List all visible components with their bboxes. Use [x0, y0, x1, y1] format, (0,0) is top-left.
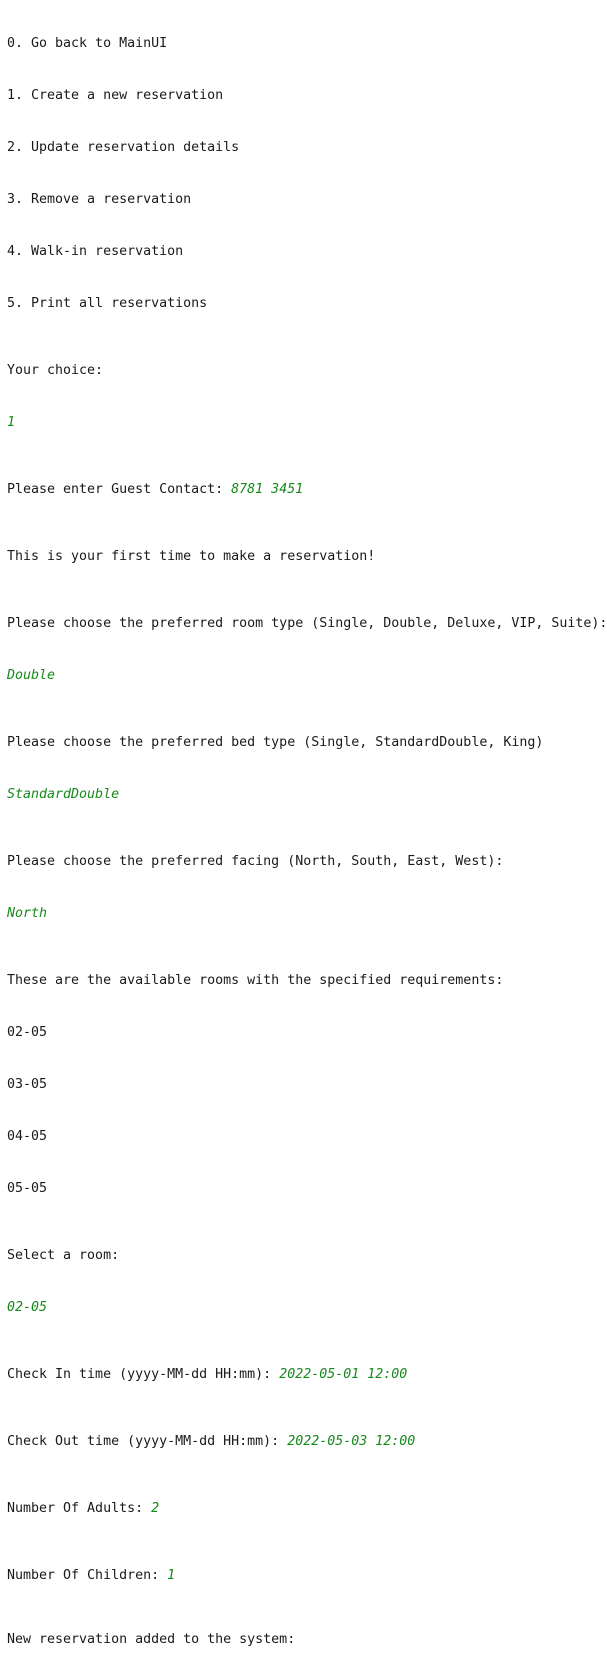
contact-input[interactable]: 8781 3451: [231, 482, 304, 497]
facing-prompt: Please choose the preferred facing (North, South, East, West):: [7, 854, 504, 869]
select-room-input[interactable]: 02-05: [7, 1300, 48, 1315]
checkout-prompt: Check Out time (yyyy-MM-dd HH:mm):: [7, 1434, 288, 1449]
checkin-prompt: Check In time (yyyy-MM-dd HH:mm):: [7, 1367, 280, 1382]
choice-prompt: Your choice:: [7, 363, 104, 378]
children-prompt: Number Of Children:: [7, 1568, 168, 1583]
menu-option-1: 1. Create a new reservation: [7, 88, 224, 103]
children-input[interactable]: 1: [167, 1568, 176, 1583]
select-room-prompt: Select a room:: [7, 1248, 120, 1263]
checkout-line: [7, 1431, 604, 1453]
checkout-input[interactable]: 2022-05-03 12:00: [287, 1434, 416, 1449]
checkin-line: [7, 1364, 604, 1386]
children-line: [7, 1565, 604, 1587]
bed-type-input[interactable]: StandardDouble: [7, 787, 120, 802]
menu-option-3: 3. Remove a reservation: [7, 192, 192, 207]
room-option: 02-05: [7, 1025, 48, 1040]
room-option: 05-05: [7, 1181, 48, 1196]
facing-input[interactable]: North: [7, 906, 48, 921]
adults-line: [7, 1498, 604, 1520]
menu-option-0: 0. Go back to MainUI: [7, 36, 168, 51]
menu-option-4: 4. Walk-in reservation: [7, 244, 184, 259]
bed-type-prompt: Please choose the preferred bed type (Single, StandardDouble, King): [7, 735, 544, 750]
adults-input[interactable]: 2: [151, 1501, 160, 1516]
room-option: 03-05: [7, 1077, 48, 1092]
checkin-input[interactable]: 2022-05-01 12:00: [279, 1367, 408, 1382]
console-output: [7, 3, 607, 1666]
room-type-prompt: Please choose the preferred room type (Single, Double, Deluxe, VIP, Suite):: [7, 616, 607, 631]
choice-input[interactable]: 1: [7, 415, 16, 430]
menu-option-5: 5. Print all reservations: [7, 296, 208, 311]
adults-prompt: Number Of Adults:: [7, 1501, 152, 1516]
menu-option-2: 2. Update reservation details: [7, 140, 240, 155]
first-time-message: This is your first time to make a reservation!: [7, 549, 376, 564]
room-type-input[interactable]: Double: [7, 668, 56, 683]
contact-line: [7, 479, 604, 501]
reservation-added-message: New reservation added to the system:: [7, 1632, 296, 1647]
room-option: 04-05: [7, 1129, 48, 1144]
available-rooms-message: These are the available rooms with the specified requirements:: [7, 973, 504, 988]
contact-prompt: Please enter Guest Contact:: [7, 482, 232, 497]
